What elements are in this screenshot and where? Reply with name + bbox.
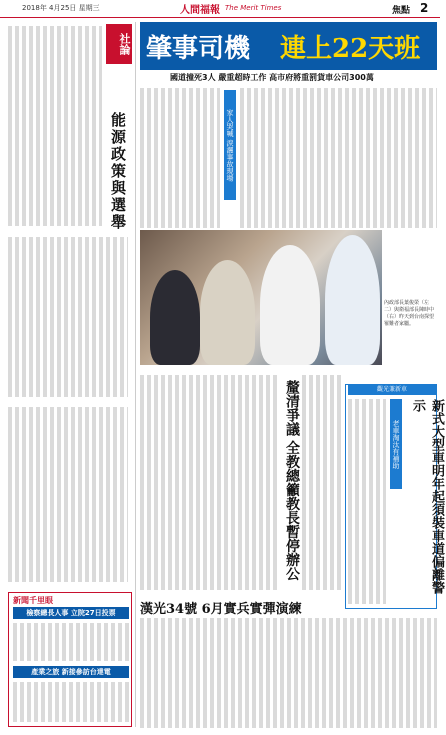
editorial-column (6, 22, 136, 727)
news-box-heading: 新聞千里眼 (13, 596, 53, 605)
masthead (0, 0, 440, 18)
photo-caption: 內政部長葉俊榮（左二）與衛福部長陳時中（右）昨天到台南探望罹難者家屬。 (384, 300, 435, 327)
photo-person (260, 245, 320, 365)
second-story-body-2 (302, 375, 342, 590)
editorial-body-2 (8, 237, 128, 397)
editorial-tag: 社論 (106, 24, 132, 64)
news-box-item-2: 產業之旅 新接參訪台達電 (13, 666, 129, 678)
news-box-body-2 (13, 682, 129, 722)
section-name: 焦點 (392, 6, 411, 16)
main-story-pill: 家人哭喊 淚灑事故現場 (224, 90, 236, 200)
main-headline-banner (140, 22, 437, 70)
news-box (8, 592, 132, 727)
editorial-body-3 (8, 407, 128, 582)
right-story-box (345, 384, 444, 609)
right-story-headline: 新式大型車明年起須裝車道偏離警示 (410, 399, 444, 594)
second-story-body (140, 375, 278, 590)
right-story-body (348, 399, 386, 604)
issue-date: 2018年 4月25日 星期三 (22, 4, 100, 12)
second-story-headline: 釐清爭議 全教總籲教長暫停辦公 (284, 380, 300, 581)
main-story-body-1 (140, 88, 220, 228)
bottom-story-headline: 漢光34號 6月實兵實彈演練 (140, 602, 302, 617)
photo-person (200, 260, 255, 365)
news-box-item-1: 檢察總長人事 立院27日投票 (13, 607, 129, 619)
page-number: 2 (420, 1, 429, 15)
photo-person (150, 270, 200, 365)
news-box-body-1 (13, 623, 129, 661)
bottom-story-body (140, 618, 437, 728)
newspaper-logo: 人間福報 (180, 5, 220, 16)
main-photo (140, 230, 382, 365)
editorial-title: 能源政策與選舉 (109, 112, 127, 231)
main-headline-part-a: 肇事司機 (146, 34, 251, 64)
main-subheadline: 國道撞死3人 嚴重超時工作 高市府將重罰貨車公司300萬 (170, 73, 374, 82)
right-story-box-title: 觀光兼新車 (348, 385, 436, 395)
right-story-pill: 老車淘汰有補助 (390, 399, 402, 489)
main-story-body-2 (240, 88, 437, 228)
newspaper-logo-en: The Merit Times (225, 4, 282, 12)
editorial-body-1 (8, 26, 102, 226)
photo-person (325, 235, 380, 365)
main-headline-part-b: 連上22天班 (280, 34, 421, 64)
